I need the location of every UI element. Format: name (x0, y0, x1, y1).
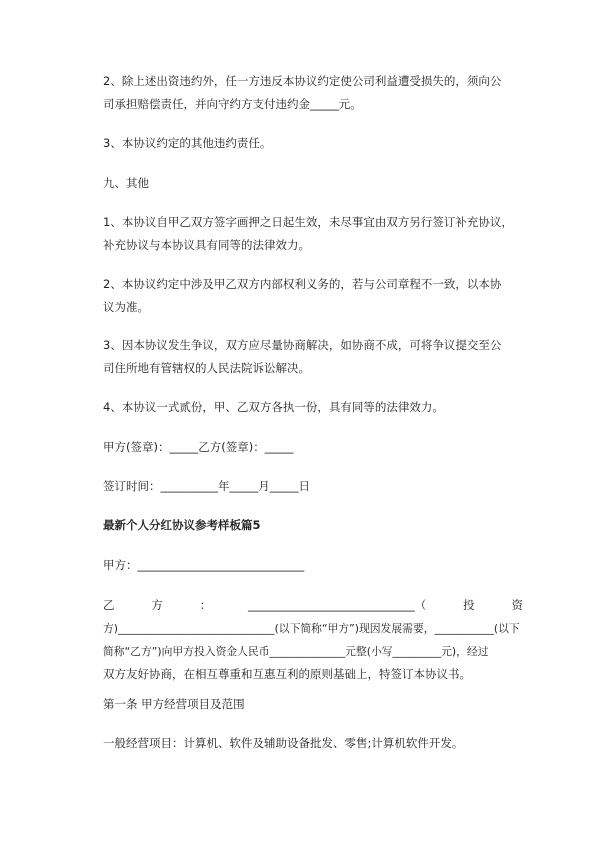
article-1-heading: 第一条 甲方经营项目及范围 (103, 697, 245, 711)
party-b-char-4: 资 (511, 598, 523, 612)
section-9-item-2-line-2: 议为准。 (103, 300, 149, 314)
investment-para-line-3: 简称“乙方”)向甲方投入资金人民币______________元整(小写_________元)，经过 (103, 645, 489, 658)
section-9-item-3-line-2: 司住所地有管辖权的人民法院诉讼解决。 (103, 361, 310, 375)
party-b-char-3: 投 (463, 598, 475, 612)
party-b-line (103, 594, 523, 617)
section-9-heading: 九、其他 (103, 176, 149, 190)
section-9-item-1-line-2: 补充协议与本协议具有同等的法律效力。 (103, 238, 310, 252)
sign-date-line: 签订时间：__________年_____月_____日 (103, 479, 310, 493)
party-a-line: 甲方：_____________________________ (103, 558, 305, 572)
clause-2-line-1: 2、除上述出资违约外，任一方违反本协议约定使公司利益遭受损失的，须向公 (103, 74, 502, 88)
general-business-scope: 一般经营项目：计算机、软件及辅助设备批发、零售;计算机软件开发。 (103, 736, 464, 750)
section-9-item-2-line-1: 2、本协议约定中涉及甲乙双方内部权利义务的，若与公司章程不一致，以本协 (103, 277, 502, 291)
section-9-item-1-line-1: 1、本协议自甲乙双方签字画押之日起生效，未尽事宜由双方另行签订补充协议， (103, 215, 513, 229)
clause-3: 3、本协议约定的其他违约责任。 (103, 136, 272, 150)
template-5-title: 最新个人分红协议参考样板篇5 (103, 518, 261, 532)
party-b-blank: _____________________________（ (248, 598, 427, 612)
clause-2-line-2: 司承担赔偿责任，并向守约方支付违约金_____元。 (103, 97, 362, 111)
investment-para-line-4: 双方友好协商，在相互尊重和互惠互利的原则基础上，特签订本协议书。 (103, 667, 471, 681)
investment-para-line-2: 方)_____________________________(以下简称“甲方”)现因发展需要，___________(以下 (103, 622, 520, 635)
party-b-char-1: 乙 (103, 598, 115, 612)
party-b-colon: ： (199, 598, 212, 612)
section-9-item-3-line-1: 3、因本协议发生争议，双方应尽量协商解决，如协商不成，可将争议提交至公 (103, 338, 502, 352)
section-9-item-4: 4、本协议一式贰份，甲、乙双方各执一份，具有同等的法律效力。 (103, 400, 444, 414)
signature-line: 甲方(签章)：_____乙方(签章)：_____ (103, 440, 294, 454)
party-b-char-2: 方 (151, 598, 163, 612)
